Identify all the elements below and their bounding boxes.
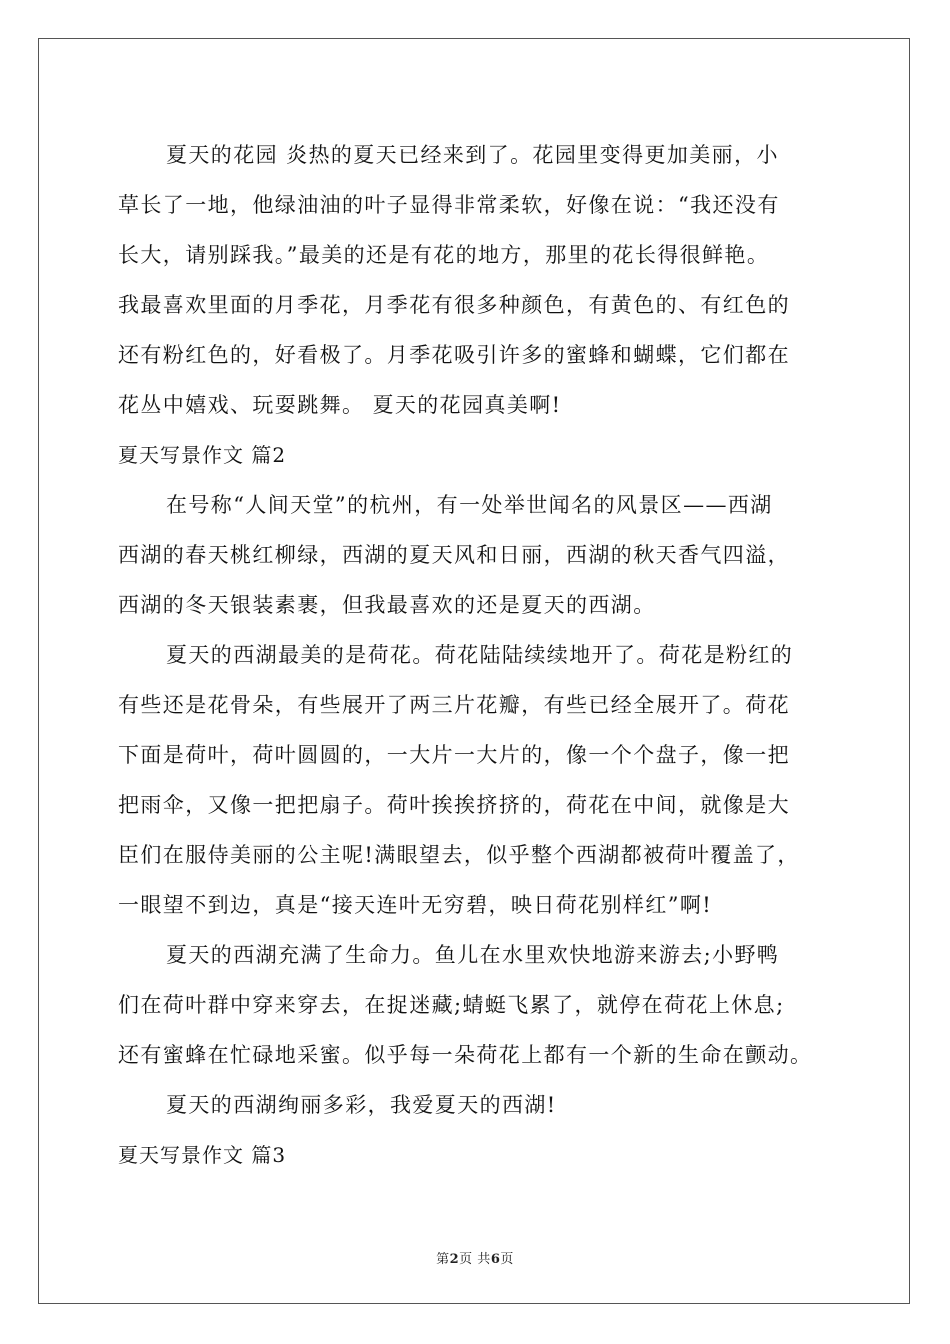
- text-line: 夏天的西湖绚丽多彩，我爱夏天的西湖!: [166, 1093, 557, 1117]
- text-line: 西湖的冬天银装素裹，但我最喜欢的还是夏天的西湖。: [118, 593, 656, 617]
- footer-prefix: 第: [436, 1252, 450, 1267]
- text-line: 还有粉红色的，好看极了。月季花吸引许多的蜜蜂和蝴蝶，它们都在: [118, 343, 790, 367]
- section-heading: 夏天写景作文 篇2: [118, 443, 287, 467]
- section-heading: 夏天写景作文 篇3: [118, 1143, 287, 1167]
- current-page-number: 2: [449, 1252, 460, 1267]
- footer-mid: 页 共: [459, 1252, 491, 1267]
- text-line: 夏天的西湖充满了生命力。鱼儿在水里欢快地游来游去;小野鸭: [166, 943, 780, 967]
- text-line: 草长了一地，他绿油油的叶子显得非常柔软，好像在说：“我还没有: [118, 193, 780, 217]
- text-line: 长大，请别踩我。”最美的还是有花的地方，那里的花长得很鲜艳。: [118, 243, 770, 267]
- footer-suffix: 页: [500, 1252, 514, 1267]
- text-line: 夏天的花园 炎热的夏天已经来到了。花园里变得更加美丽，小: [166, 143, 779, 167]
- text-line: 们在荷叶群中穿来穿去，在捉迷藏;蜻蜓飞累了，就停在荷花上休息;: [118, 993, 785, 1017]
- text-line: 把雨伞，又像一把把扇子。荷叶挨挨挤挤的，荷花在中间，就像是大: [118, 793, 790, 817]
- document-body: [118, 130, 838, 1180]
- text-line: 有些还是花骨朵，有些展开了两三片花瓣，有些已经全展开了。荷花: [118, 693, 790, 717]
- text-line: 夏天的西湖最美的是荷花。荷花陆陆续续地开了。荷花是粉红的: [166, 643, 794, 667]
- text-line: 还有蜜蜂在忙碌地采蜜。似乎每一朵荷花上都有一个新的生命在颤动。: [118, 1043, 813, 1067]
- page-footer: [0, 1248, 950, 1267]
- text-line: 下面是荷叶，荷叶圆圆的，一大片一大片的，像一个个盘子，像一把: [118, 743, 790, 767]
- text-line: 一眼望不到边，真是“接天连叶无穷碧，映日荷花别样红”啊!: [118, 893, 713, 917]
- text-line: 我最喜欢里面的月季花，月季花有很多种颜色，有黄色的、有红色的: [118, 293, 790, 317]
- text-line: 在号称“人间天堂”的杭州，有一处举世闻名的风景区——西湖: [166, 493, 773, 517]
- text-line: 花丛中嬉戏、玩耍跳舞。 夏天的花园真美啊!: [118, 393, 562, 417]
- text-line: 臣们在服侍美丽的公主呢!满眼望去，似乎整个西湖都被荷叶覆盖了，: [118, 843, 800, 867]
- total-page-number: 6: [490, 1252, 501, 1267]
- text-line: 西湖的春天桃红柳绿，西湖的夏天风和日丽，西湖的秋天香气四溢，: [118, 543, 790, 567]
